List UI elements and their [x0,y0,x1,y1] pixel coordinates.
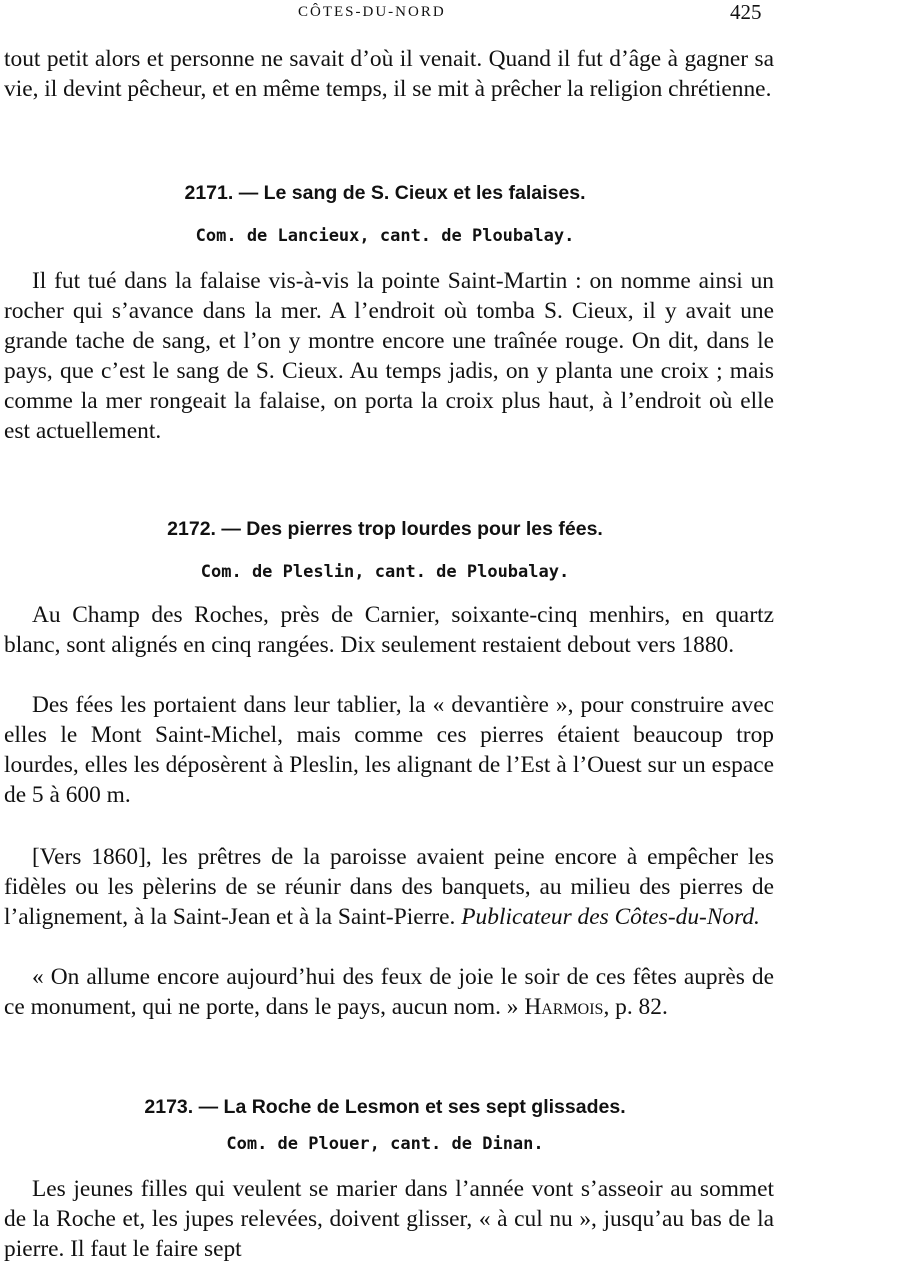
quote-author: Harmois [524,994,604,1020]
running-title: CÔTES-DU-NORD [298,4,446,20]
section-2172-paragraph-3 [4,842,774,932]
section-2171-location: Com. de Lancieux, cant. de Ploubalay. [195,226,575,246]
section-2172-paragraph-2: Des fées les portaient dans leur tablier, la « devantière », pour construire avec elles le Mont Saint-Michel, mais comme ces pierres étaient beaucoup trop lourdes, elles les déposèrent à Pleslin, les alignant de l’Est à l’Ouest sur un espace de 5 à 600 m. [4,692,774,808]
paragraph-text: [Vers 1860], les prêtres de la paroisse avaient peine encore à empêcher les fidèles ou les pèlerins de se réunir dans des banquets, au milieu des pierres de l’alignement, à la Saint-Jean et à la Saint-Pierre. [4,844,774,930]
section-2173-paragraph: Les jeunes filles qui veulent se marier dans l’année vont s’asseoir au sommet de la Roche et, les jupes relevées, doivent glisser, « à cul nu », jusqu’au bas de la pierre. Il faut le faire sept [4,1176,774,1262]
section-number: 2171. [184,182,234,204]
section-number: 2172. [167,518,216,540]
section-2172-paragraph-1: Au Champ des Roches, près de Carnier, soixante-cinq menhirs, en quartz blanc, sont alignés en cinq rangées. Dix seulement restaient debout vers 1880. [4,602,774,658]
quote-text: « On allume encore aujourd’hui des feux de joie le soir de ces fêtes auprès de ce monument, qui ne porte, dans le pays, aucun nom. » [4,964,774,1020]
section-2172-quote [4,962,774,1022]
section-2173-heading [0,1094,770,1120]
section-2172-heading [0,516,770,542]
section-2173-location: Com. de Plouer, cant. de Dinan. [226,1134,544,1154]
intro-paragraph: tout petit alors et personne ne savait d’où il venait. Quand il fut d’âge à gagner sa vie, il devint pêcheur, et en même temps, il se mit à prêcher la religion chrétienne. [4,46,774,102]
section-title: — La Roche de Lesmon et ses sept glissades. [198,1096,626,1118]
section-2172-location: Com. de Pleslin, cant. de Ploubalay. [200,562,570,582]
quote-reference: , p. 82. [603,994,668,1020]
running-header [0,0,900,28]
section-number: 2173. [144,1096,194,1118]
section-2171-heading [0,180,770,206]
section-2171-paragraph: Il fut tué dans la falaise vis-à-vis la pointe Saint-Martin : on nomme ainsi un rocher qui s’avance dans la mer. A l’endroit où tomba S. Cieux, il y avait une grande tache de sang, et l’on y montre encore une traînée rouge. On dit, dans le pays, que c’est le sang de S. Cieux. Au temps jadis, on y planta une croix ; mais comme la mer rongeait la falaise, on porta la croix plus haut, à l’endroit où elle est actuellement. [4,268,774,444]
page-number: 425 [730,0,762,24]
section-title: — Des pierres trop lourdes pour les fées. [221,518,603,540]
source-citation: Publicateur des Côtes-du-Nord. [461,904,760,930]
section-title: — Le sang de S. Cieux et les falaises. [238,182,586,204]
